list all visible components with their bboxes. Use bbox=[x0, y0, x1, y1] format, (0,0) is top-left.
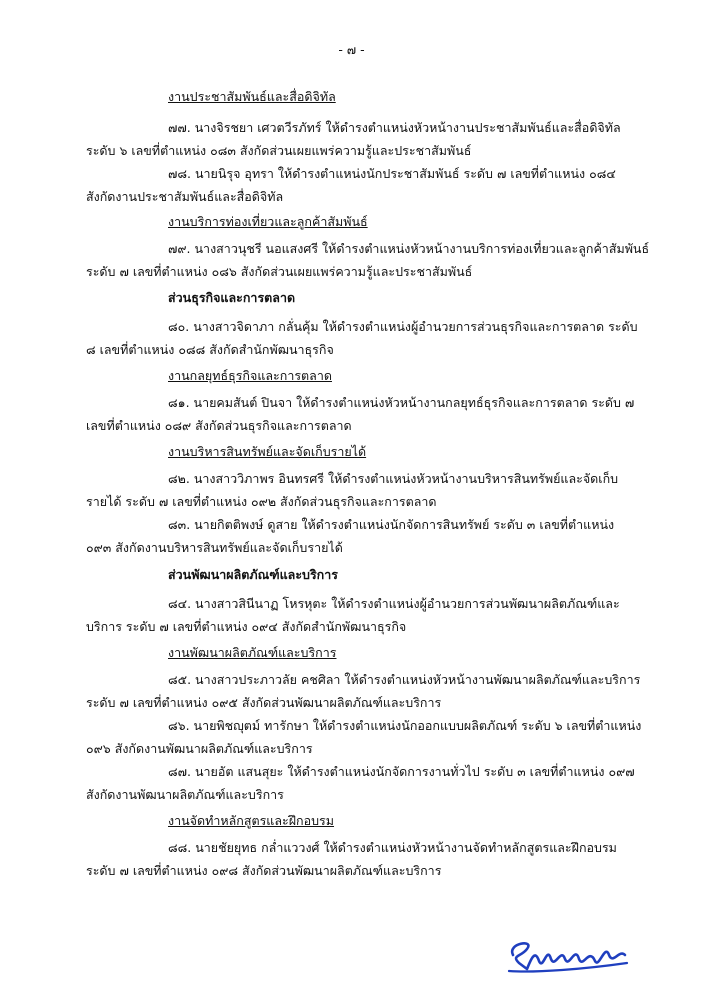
list-item: ๘๘. นายชัยยุทธ กล่ำแววงศ์ ให้ดำรงตำแหน่งหัวหน้างานจัดทำหลักสูตรและฝึกอบรม bbox=[168, 840, 617, 855]
list-item: ๘๓. นายกิตติพงษ์ ดูสาย ให้ดำรงตำแหน่งนักจัดการสินทรัพย์ ระดับ ๓ เลขที่ตำแหน่ง bbox=[168, 517, 615, 532]
section-heading-training: งานจัดทำหลักสูตรและฝึกอบรม bbox=[168, 813, 335, 828]
page-number: - ๗ - bbox=[338, 42, 365, 57]
list-item: ๘๗. นายอัต แสนสุยะ ให้ดำรงตำแหน่งนักจัดการงานทั่วไป ระดับ ๓ เลขที่ตำแหน่ง ๐๙๗ bbox=[168, 764, 635, 779]
list-item-continuation: ระดับ ๗ เลขที่ตำแหน่ง ๐๙๘ สังกัดส่วนพัฒนาผลิตภัณฑ์และบริการ bbox=[86, 863, 442, 878]
section-heading-pr-digital: งานประชาสัมพันธ์และสื่อดิจิทัล bbox=[168, 89, 336, 104]
list-item-continuation: ระดับ ๖ เลขที่ตำแหน่ง ๐๘๓ สังกัดส่วนเผยแพร่ความรู้และประชาสัมพันธ์ bbox=[86, 143, 472, 158]
list-item: ๘๕. นางสาวประภาวลัย คชศิลา ให้ดำรงตำแหน่งหัวหน้างานพัฒนาผลิตภัณฑ์และบริการ bbox=[168, 672, 641, 687]
division-heading-product-dev: ส่วนพัฒนาผลิตภัณฑ์และบริการ bbox=[168, 567, 338, 582]
list-item-continuation: สังกัดงานพัฒนาผลิตภัณฑ์และบริการ bbox=[86, 787, 284, 802]
list-item: ๘๒. นางสาววิภาพร อินทรศรี ให้ดำรงตำแหน่งหัวหน้างานบริหารสินทรัพย์และจัดเก็บ bbox=[168, 471, 619, 486]
list-item: ๗๗. นางจิรชยา เศวตวีรภัทร์ ให้ดำรงตำแหน่งหัวหน้างานประชาสัมพันธ์และสื่อดิจิทัล bbox=[168, 120, 621, 135]
list-item: ๗๘. นายนิรุจ อุทรา ให้ดำรงตำแหน่งนักประชาสัมพันธ์ ระดับ ๗ เลขที่ตำแหน่ง ๐๘๔ bbox=[168, 166, 616, 181]
list-item-continuation: เลขที่ตำแหน่ง ๐๘๙ สังกัดส่วนธุรกิจและการตลาด bbox=[86, 418, 352, 433]
section-heading-assets: งานบริหารสินทรัพย์และจัดเก็บรายได้ bbox=[168, 444, 367, 459]
list-item: ๘๐. นางสาวจิดาภา กลั่นคุ้ม ให้ดำรงตำแหน่งผู้อำนวยการส่วนธุรกิจและการตลาด ระดับ bbox=[168, 319, 638, 334]
section-heading-tourism: งานบริการท่องเที่ยวและลูกค้าสัมพันธ์ bbox=[168, 214, 368, 229]
list-item-continuation: สังกัดงานประชาสัมพันธ์และสื่อดิจิทัล bbox=[86, 189, 284, 204]
list-item-continuation: ระดับ ๗ เลขที่ตำแหน่ง ๐๘๖ สังกัดส่วนเผยแพร่ความรู้และประชาสัมพันธ์ bbox=[86, 264, 473, 279]
section-heading-product-service: งานพัฒนาผลิตภัณฑ์และบริการ bbox=[168, 645, 337, 660]
list-item-continuation: รายได้ ระดับ ๗ เลขที่ตำแหน่ง ๐๙๒ สังกัดส่วนธุรกิจและการตลาด bbox=[86, 494, 437, 509]
list-item: ๘๖. นายพิชญุตม์ ทารักษา ให้ดำรงตำแหน่งนักออกแบบผลิตภัณฑ์ ระดับ ๖ เลขที่ตำแหน่ง bbox=[168, 718, 642, 733]
list-item-continuation: ๐๙๖ สังกัดงานพัฒนาผลิตภัณฑ์และบริการ bbox=[86, 741, 313, 756]
list-item-continuation: ๐๙๓ สังกัดงานบริหารสินทรัพย์และจัดเก็บรายได้ bbox=[86, 540, 343, 555]
list-item: ๗๙. นางสาวนุชรี นอแสงศรี ให้ดำรงตำแหน่งหัวหน้างานบริการท่องเที่ยวและลูกค้าสัมพันธ์ bbox=[168, 241, 650, 256]
list-item: ๘๔. นางสาวสินีนาฏ โหรหุตะ ให้ดำรงตำแหน่งผู้อำนวยการส่วนพัฒนาผลิตภัณฑ์และ bbox=[168, 596, 620, 611]
list-item-continuation: ระดับ ๗ เลขที่ตำแหน่ง ๐๙๕ สังกัดส่วนพัฒนาผลิตภัณฑ์และบริการ bbox=[86, 695, 442, 710]
list-item: ๘๑. นายคมสันต์ ปินจา ให้ดำรงตำแหน่งหัวหน้างานกลยุทธ์ธุรกิจและการตลาด ระดับ ๗ bbox=[168, 395, 635, 410]
list-item-continuation: ๘ เลขที่ตำแหน่ง ๐๘๘ สังกัดสำนักพัฒนาธุรกิจ bbox=[86, 342, 334, 357]
division-heading-business-marketing: ส่วนธุรกิจและการตลาด bbox=[168, 290, 296, 305]
list-item-continuation: บริการ ระดับ ๗ เลขที่ตำแหน่ง ๐๙๔ สังกัดสำนักพัฒนาธุรกิจ bbox=[86, 619, 407, 634]
signature bbox=[505, 925, 635, 975]
section-heading-strategy: งานกลยุทธ์ธุรกิจและการตลาด bbox=[168, 368, 332, 383]
